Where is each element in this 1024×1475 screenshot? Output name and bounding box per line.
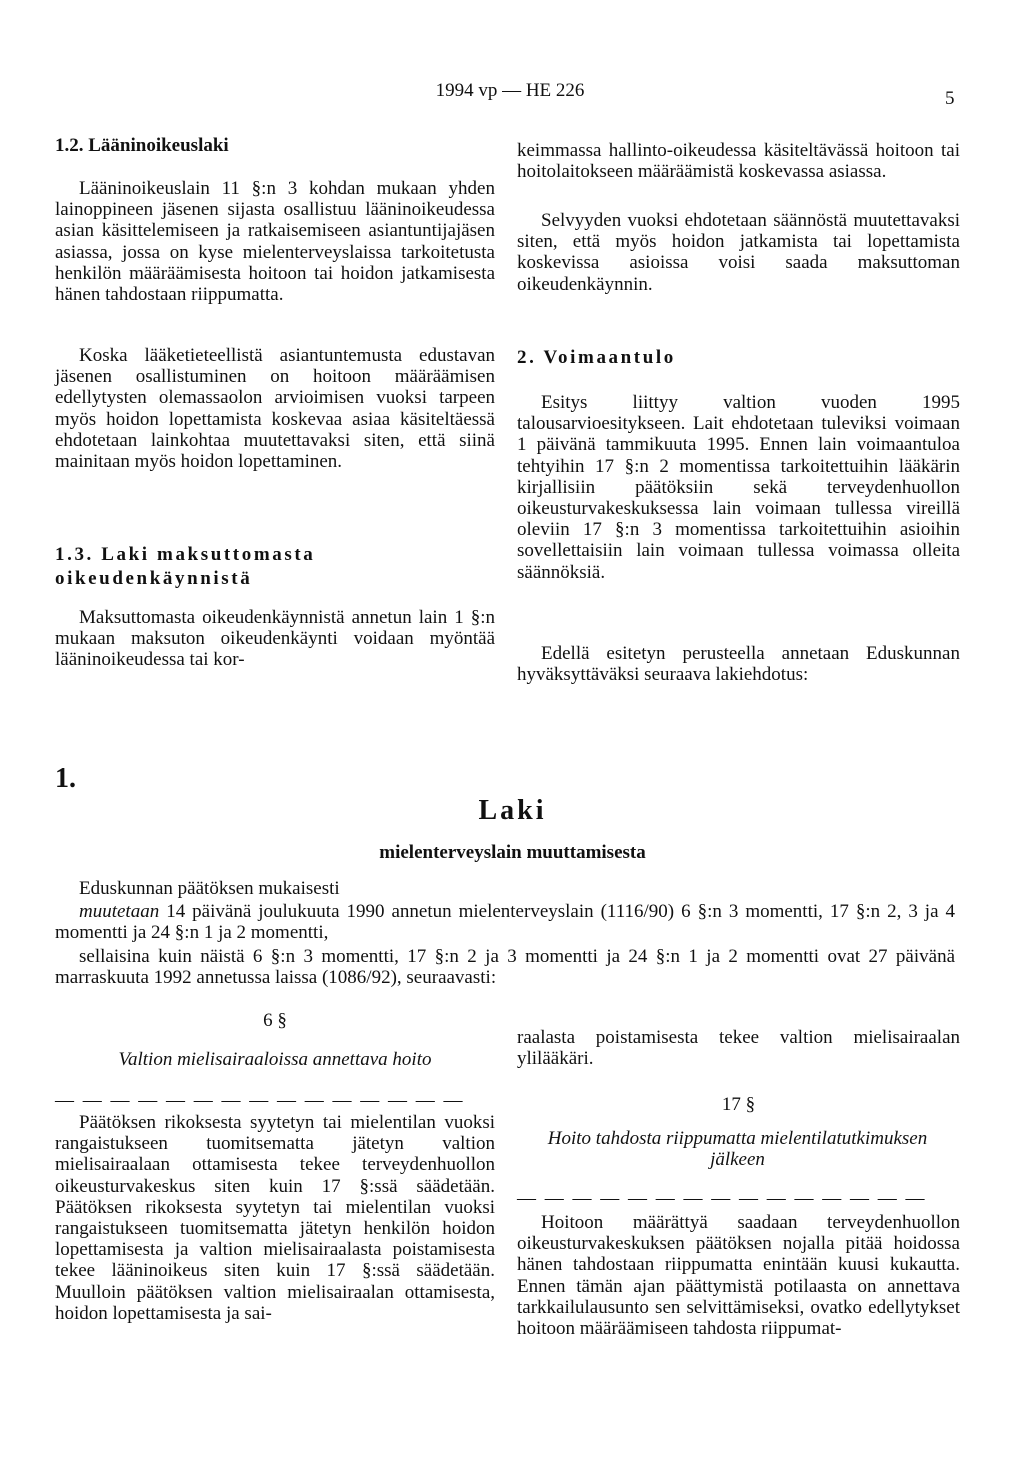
preamble-as-amended: sellaisina kuin näistä 6 §:n 3 momentti, 17 §:n 2 ja 3 momentti ja 24 §:n 1 ja 2 momentti ovat 27 päivänä marraskuuta 1992 annetussa laissa (1086/92), seuraavasti: [55,946,955,989]
preamble-amendment [55,901,955,943]
paragraph-1-3: Maksuttomasta oikeudenkäynnistä annetun lain 1 §:n mukaan maksuton oikeudenkäynti voidaan myöntää lääninoikeudessa tai kor- [55,607,495,671]
section-6-omission-dashes: — — — — — — — — — — — — — — — [55,1090,465,1111]
paragraph-1-2-a: Lääninoikeuslain 11 §:n 3 kohdan mukaan yhden lainoppineen jäsenen sijasta osallistuu lääninoikeudessa asian käsittelemiseen ja ratkaisemiseen asiantuntijajäsen asiassa, jossa on kyse mielenterveyslaissa tarkoitetusta henkilön määräämisesta hoitoon tai hoidon jatkamisesta hänen tahdostaan riippumatta. [55,178,495,306]
preamble-amendment-text: 14 päivänä joulukuuta 1990 annetun mielenterveyslain (1116/90) 6 §:n 3 momentti, 17 §:n 2, 3 ja 4 momentti ja 24 §:n 1 ja 2 momentti, [55,901,955,944]
paragraph-right-continuation: keimmassa hallinto-oikeudessa käsiteltävässä hoitoon tai hoitolaitokseen määräämistä koskevassa asiassa. [517,140,960,183]
law-subtitle: mielenterveyslain muuttamisesta [379,842,646,863]
preamble-verb: muutetaan [79,901,160,922]
paragraph-proposal-intro: Edellä esitetyn perusteella annetaan Eduskunnan hyväksyttäväksi seuraava lakiehdotus: [517,643,960,686]
law-number: 1. [55,763,76,794]
paragraph-right-clarity: Selvyyden vuoksi ehdotetaan säännöstä muutettavaksi siten, että myös hoidon jatkamista tai lopettamista koskevissa asioissa voisi saada maksuttoman oikeudenkäynnin. [517,210,960,295]
paragraph-voimaantulo: Esitys liittyy valtion vuoden 1995 talousarvioesitykseen. Lait ehdotetaan tuleviksi voimaan 1 päivänä tammikuuta 1995. Ennen lain voimaantuloa tehtyihin 17 §:n 2 momentissa tarkoitettuihin lääkärin kirjallisiin päätöksiin sekä terveydenhuollon oikeusturvakeskuksessa lain voimaan tullessa vireillä oleviin 17 §:n 3 momentissa tarkoitettuihin asioihin sovellettaisiin lain voimaan tullessa voimassa olleita säännöksiä. [517,392,960,583]
page-number: 5 [945,88,955,109]
section-6-title: Valtion mielisairaaloissa annettava hoito [118,1049,432,1070]
section-6-continuation: raalasta poistamisesta tekee valtion mielisairaalan ylilääkäri. [517,1027,960,1070]
section-17-omission-dashes: — — — — — — — — — — — — — — — [517,1188,927,1209]
section-heading-2: 2. Voimaantulo [517,347,676,368]
section-heading-1-3: 1.3. Laki maksuttomasta oikeudenkäynnistä [55,544,316,589]
section-17-text: Hoitoon määrättyä saadaan terveydenhuollon oikeusturvakeskuksen päätöksen nojalla pitää hoidossa hänen tahdostaan riippumatta enintään kuusi kukautta. Ennen tämän ajan päättymistä potilaasta on annettava tarkkailulausunto sen selvittämiseksi, ovatko edellytykset hoitoon määräämiseen tahdosta riippumat- [517,1212,960,1340]
section-6-text: Päätöksen rikoksesta syytetyn tai mielentilan vuoksi rangaistukseen tuomitsematta jätetyn valtion mielisairaalaan ottamisesta tekee terveydenhuollon oikeusturvakeskus siten kuin 17 §:ssä säädetään. Päätöksen rikoksesta syytetyn tai mielentilan vuoksi rangaistukseen tuomitsematta jätetyn henkilön hoidon lopettamisesta ja valtion mielisairaalasta poistamisesta tekee lääninoikeus siten kuin 17 §:ssä säädetään. Muulloin päätöksen valtion mielisairaalan ottamisesta, hoidon lopettamisesta ja sai- [55,1112,495,1324]
preamble-line-1: Eduskunnan päätöksen mukaisesti [79,878,340,899]
paragraph-1-2-b: Koska lääketieteellistä asiantuntemusta edustavan jäsenen osallistuminen on hoitoon määräämisen edellytysten olemassaolon arvioimisen vuoksi tarpeen myös hoidon lopettamista koskevaa asiaa käsiteltäessä ehdotetaan lainkohtaa muutettavaksi siten, että siinä mainitaan myös hoidon lopettaminen. [55,345,495,473]
section-17-title: Hoito tahdosta riippumatta mielentilatutkimuksen jälkeen [547,1128,928,1171]
section-17-number: 17 § [721,1094,756,1115]
running-header: 1994 vp — HE 226 [435,80,585,101]
section-heading-1-2: 1.2. Lääninoikeuslaki [55,135,229,156]
law-title: Laki [478,795,547,826]
section-6-number: 6 § [263,1010,287,1031]
